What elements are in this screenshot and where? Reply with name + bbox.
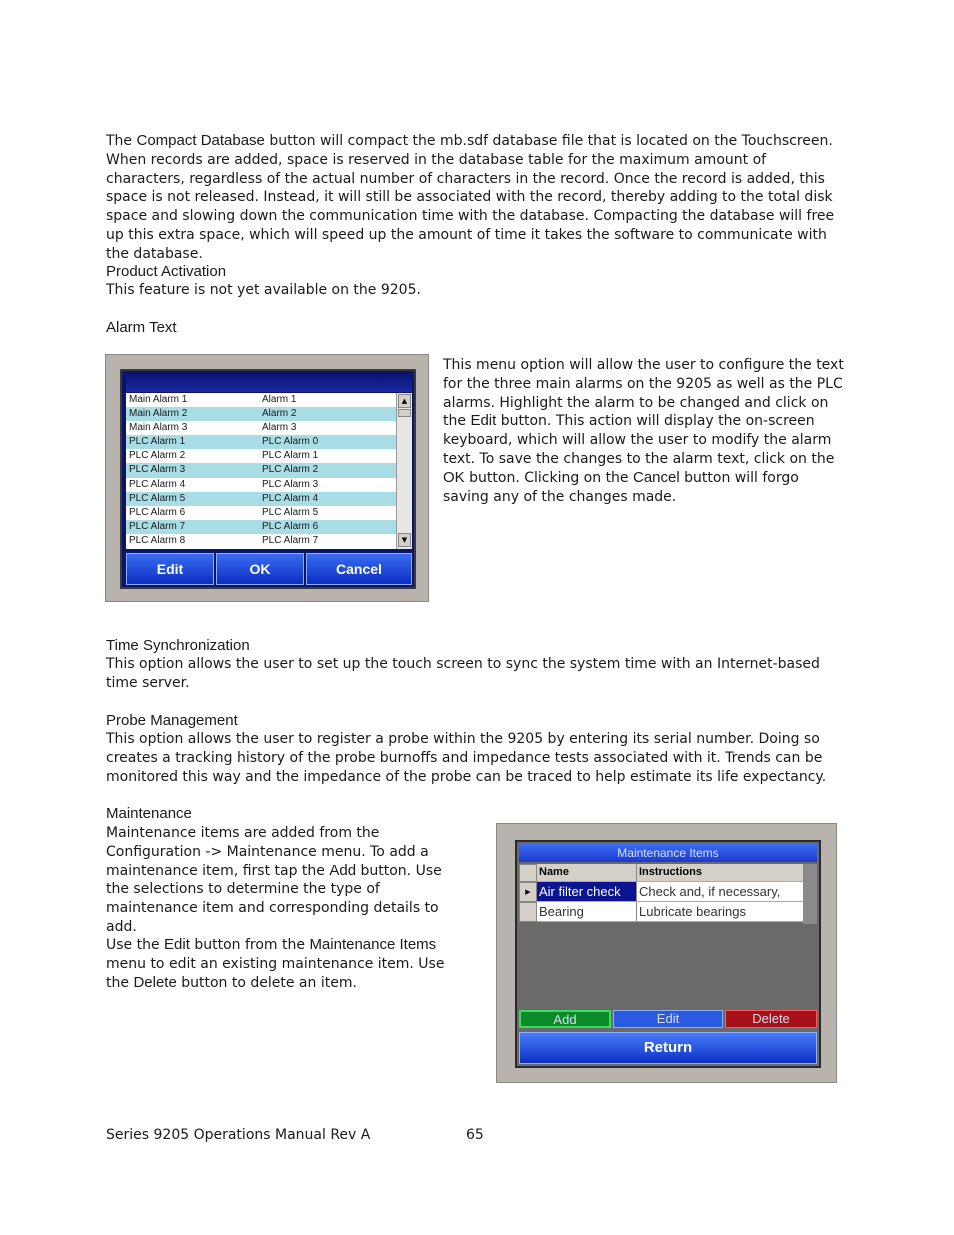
- alarm-text-screen: [120, 369, 416, 589]
- alarm-edit-button[interactable]: Edit: [126, 553, 214, 585]
- alarm-name: Main Alarm 2: [129, 408, 188, 420]
- list-item[interactable]: [126, 506, 396, 520]
- maintenance-items-term: Maintenance Items: [309, 936, 437, 953]
- col-name-header[interactable]: Name: [537, 864, 637, 882]
- alarm-text-value: PLC Alarm 2: [262, 464, 319, 476]
- alarm-text-4: button will forgo saving any of the changes made.: [443, 469, 799, 505]
- scroll-up-icon[interactable]: ▲: [398, 394, 411, 408]
- maintenance-title-bar: Maintenance Items: [519, 844, 817, 862]
- list-item[interactable]: [126, 393, 396, 407]
- alarm-text-value: PLC Alarm 4: [262, 492, 319, 504]
- maintenance-edit-button[interactable]: Edit: [613, 1010, 723, 1028]
- maintenance-text-6: button to delete an item.: [176, 974, 357, 991]
- compact-text-1: The: [106, 133, 137, 149]
- maintenance-text-5: menu to edit an existing maintenance item. Use the: [106, 955, 445, 991]
- compact-database-term: Compact Database: [136, 132, 265, 149]
- alarm-ok-button[interactable]: OK: [216, 553, 304, 585]
- maintenance-delete-button[interactable]: Delete: [725, 1010, 817, 1028]
- row-instructions[interactable]: Lubricate bearings: [637, 902, 803, 922]
- table-row[interactable]: [519, 902, 803, 922]
- probe-management-heading: Probe Management: [106, 712, 238, 729]
- time-sync-heading: Time Synchronization: [106, 637, 250, 654]
- maintenance-paragraph-2: [106, 936, 466, 992]
- maintenance-add-button[interactable]: Add: [519, 1010, 611, 1028]
- alarm-name: PLC Alarm 4: [129, 478, 186, 490]
- alarm-text-value: PLC Alarm 3: [262, 478, 319, 490]
- list-item[interactable]: [126, 463, 396, 477]
- list-item[interactable]: [126, 534, 396, 548]
- alarm-name: PLC Alarm 7: [129, 520, 186, 532]
- list-item[interactable]: [126, 478, 396, 492]
- product-activation-heading: Product Activation: [106, 263, 227, 280]
- maintenance-screen: [515, 840, 821, 1068]
- compact-database-paragraph: [106, 132, 846, 264]
- maintenance-text-3: Use the: [106, 937, 165, 953]
- alarm-text-value: Alarm 3: [262, 422, 297, 434]
- maintenance-text-4: button from the: [189, 937, 310, 953]
- header-selector: [519, 864, 537, 882]
- alarm-name: Main Alarm 3: [129, 422, 188, 434]
- col-instructions-header[interactable]: Instructions: [637, 864, 803, 882]
- add-term: Add: [329, 861, 357, 879]
- row-pointer-icon: ▶: [519, 882, 537, 902]
- scroll-thumb[interactable]: [398, 409, 411, 417]
- scroll-down-icon[interactable]: ▼: [398, 533, 411, 547]
- maintenance-heading: Maintenance: [106, 805, 192, 822]
- alarm-text-value: Alarm 1: [262, 394, 297, 405]
- alarm-text-3: button. Clicking on the: [464, 469, 633, 486]
- alarm-text-value: PLC Alarm 1: [262, 450, 319, 462]
- ok-term: OK: [443, 468, 465, 486]
- alarm-text-paragraph: [443, 356, 848, 506]
- delete-term: Delete: [133, 973, 177, 991]
- alarm-text-value: PLC Alarm 0: [262, 436, 319, 448]
- alarm-text-value: PLC Alarm 5: [262, 506, 319, 518]
- row-instructions[interactable]: Check and, if necessary,: [637, 882, 803, 902]
- product-activation-text: This feature is not yet available on the 9205.: [106, 282, 421, 298]
- row-name[interactable]: Air filter check: [537, 882, 637, 902]
- alarm-cancel-button[interactable]: Cancel: [306, 553, 412, 585]
- list-item[interactable]: [126, 449, 396, 463]
- maintenance-text-2: button. Use the selections to determine the type of maintenance item and corresponding details to add.: [106, 862, 442, 935]
- alarm-scrollbar[interactable]: [396, 393, 412, 549]
- alarm-text-value: Alarm 2: [262, 408, 297, 420]
- footer-manual-title: Series 9205 Operations Manual Rev A: [106, 1127, 371, 1143]
- edit-term: Edit: [470, 412, 497, 430]
- list-item[interactable]: [126, 520, 396, 534]
- edit-term-2: Edit: [164, 936, 190, 953]
- list-item[interactable]: [126, 435, 396, 449]
- alarm-text-screenshot: [105, 354, 429, 602]
- alarm-text-value: PLC Alarm 6: [262, 520, 319, 532]
- list-item[interactable]: [126, 421, 396, 435]
- alarm-text-1: This menu option will allow the user to configure the text for the three main alarms on the 9205 as well as the PLC alarms. Highlight the alarm to be changed and click on the: [443, 357, 844, 430]
- list-item[interactable]: [126, 492, 396, 506]
- alarm-text-2: button. This action will display the on-screen keyboard, which will allow the user to modify the alarm text. To save the changes to the alarm text, click on the: [443, 413, 835, 467]
- grid-header-row: [519, 864, 803, 882]
- maintenance-paragraph-1: [106, 824, 466, 937]
- alarm-name: PLC Alarm 8: [129, 534, 186, 546]
- cancel-term: Cancel: [633, 468, 680, 486]
- list-item[interactable]: [126, 407, 396, 421]
- footer-page-number: 65: [466, 1127, 484, 1143]
- alarm-name: PLC Alarm 6: [129, 506, 186, 518]
- table-row[interactable]: [519, 882, 803, 902]
- probe-management-text: This option allows the user to register a probe within the 9205 by entering its serial number. Doing so creates a tracking history of the probe burnoffs and impedance tests associated with it. Trends can be monitored this way and the impedance of the probe can be traced to help estimate its life expectancy.: [106, 731, 827, 785]
- alarm-name: PLC Alarm 1: [129, 436, 186, 448]
- alarm-title-bar: [126, 374, 412, 392]
- compact-text-2: button will compact the mb.sdf database file that is located on the Touchscreen. When records are added, space is reserved in the database table for the maximum amount of characters, regardless of the actual number of characters in the record. Once the record is added, this space is not released. Instead, it will still be associated with the record, thereby adding to the total disk space and slowing down the communication time with the database. Compacting the database will free up this extra space, which will speed up the amount of time it takes the software to communicate with the database.: [106, 133, 835, 262]
- maintenance-grid: [519, 864, 803, 922]
- alarm-list[interactable]: [126, 393, 396, 549]
- alarm-text-value: PLC Alarm 7: [262, 534, 319, 546]
- alarm-name: PLC Alarm 3: [129, 464, 186, 476]
- maintenance-text-1: Maintenance items are added from the Configuration -> Maintenance menu. To add a maintenance item, first tap the: [106, 825, 429, 879]
- maintenance-return-button[interactable]: Return: [519, 1032, 817, 1064]
- row-selector: [519, 902, 537, 922]
- maintenance-screenshot: [496, 823, 837, 1083]
- alarm-name: PLC Alarm 5: [129, 492, 186, 504]
- time-sync-text: This option allows the user to set up the touch screen to sync the system time with an Internet-based time server.: [106, 656, 820, 691]
- alarm-name: PLC Alarm 2: [129, 450, 186, 462]
- alarm-text-heading: Alarm Text: [106, 319, 177, 336]
- row-name[interactable]: Bearing: [537, 902, 637, 922]
- maintenance-scrollbar[interactable]: [803, 864, 817, 924]
- alarm-name: Main Alarm 1: [129, 394, 188, 405]
